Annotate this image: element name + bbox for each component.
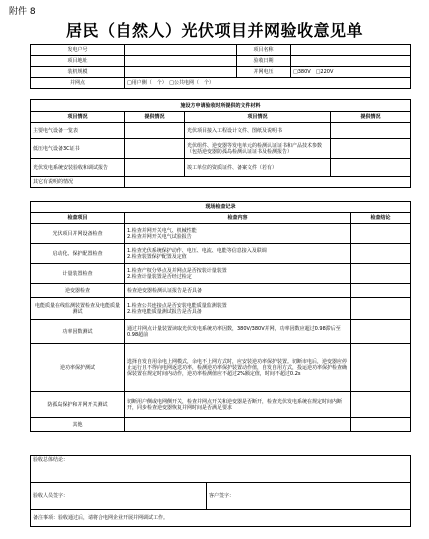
value-account[interactable] (125, 45, 237, 56)
inspect-content: 1.检查光伏系统保护动作、电压、电流、电能等信息接入及联调 2.检查装置保护配置及定值 (125, 244, 351, 264)
inspect-conclusion[interactable] (351, 320, 411, 344)
inspector-signature[interactable]: 验收人员签字： (31, 483, 207, 510)
inspect-conclusion[interactable] (351, 392, 411, 418)
inspection-row (31, 320, 411, 344)
info-row-4 (31, 78, 411, 89)
label-address: 项目地址 (31, 56, 125, 67)
inspect-conclusion[interactable] (351, 284, 411, 298)
doc-provided[interactable] (125, 139, 185, 159)
inspection-row (31, 418, 411, 432)
col-provided-2: 提供情况 (331, 112, 411, 123)
footer-table (30, 455, 411, 527)
col-provided: 提供情况 (125, 112, 185, 123)
doc-item: 竣工单位的资质证件、备案文件（若有） (185, 159, 331, 177)
label-project-name: 项目名称 (237, 45, 291, 56)
inspect-item: 其他 (31, 418, 125, 432)
inspect-item: 计量装置检查 (31, 264, 125, 284)
document-title: 居民（自然人）光伏项目并网验收意见单 (65, 21, 363, 40)
doc-item: 低压电气设备3C证书 (31, 139, 125, 159)
inspect-conclusion[interactable] (351, 344, 411, 392)
inspect-item: 逆功率保护测试 (31, 344, 125, 392)
inspect-conclusion[interactable] (351, 264, 411, 284)
doc-provided[interactable] (331, 139, 411, 159)
overall-conclusion[interactable]: 验收总体结论： (31, 456, 411, 483)
col-item: 项目情况 (31, 112, 125, 123)
doc-provided[interactable] (125, 177, 411, 188)
inspection-row (31, 298, 411, 320)
documents-row (31, 123, 411, 139)
documents-row (31, 177, 411, 188)
inspect-conclusion[interactable] (351, 418, 411, 432)
info-table (30, 44, 411, 89)
label-grid-point: 并网点 (31, 78, 125, 89)
documents-col-headers (31, 112, 411, 123)
label-account: 发电户号 (31, 45, 125, 56)
inspect-content: 切断用户侧或电网侧开关，检查并网点开关和逆变器是否断开，检查光伏发电系统在规定时间内断开，同步检查逆变器恢复并网时间是否满足要求 (125, 392, 351, 418)
inspect-content: 1.检查公共连接点是否安装电能质量监测装置 2.检查电能质量测试报告是否具备 (125, 298, 351, 320)
doc-item: 主要电气设备一览表 (31, 123, 125, 139)
inspect-content: 通过并网点计量装置读取光伏发电系统功率因数，380V/380V并网，功率因数应超过0.98滞后至0.98超前 (125, 320, 351, 344)
doc-provided[interactable] (125, 159, 185, 177)
attachment-label: 附件 8 (9, 7, 36, 17)
documents-section-header: 施设方申请验收时所提供的文件材料 (31, 100, 411, 112)
inspect-item: 电能质量在线监测装置检查及电能质量测试 (31, 298, 125, 320)
doc-provided[interactable] (125, 123, 185, 139)
doc-provided[interactable] (331, 159, 411, 177)
label-capacity: 装机规模 (31, 67, 125, 78)
doc-item: 光伏发电系统安装验收和调试报告 (31, 159, 125, 177)
inspection-row (31, 344, 411, 392)
inspection-row (31, 392, 411, 418)
inspect-conclusion[interactable] (351, 298, 411, 320)
info-row-3 (31, 67, 411, 78)
info-row-1 (31, 45, 411, 56)
inspect-item: 防孤岛保护和并网开关测试 (31, 392, 125, 418)
inspect-content: 1.检查并网开关电气、机械性能 2.检查并网开关电气试验报告 (125, 224, 351, 244)
inspection-row (31, 224, 411, 244)
doc-item: 其它有说明的情况 (31, 177, 125, 188)
documents-table (30, 99, 411, 188)
documents-row (31, 139, 411, 159)
inspection-section-header: 现场检查记录 (31, 202, 411, 213)
doc-provided[interactable] (331, 123, 411, 139)
value-grid-point-options[interactable]: □用户侧（ 个） □公共电网（ 个） (125, 78, 411, 89)
inspect-content: 1.检查产权分界点及并网点是否按装计量装置 2.检查计量装置是否经过检定 (125, 264, 351, 284)
col-inspect-conclusion: 检查结论 (351, 213, 411, 224)
value-project-name[interactable] (291, 45, 411, 56)
inspection-col-headers (31, 213, 411, 224)
inspect-item: 功率因数测试 (31, 320, 125, 344)
inspect-content: 检查逆变器检测认证报告是否具备 (125, 284, 351, 298)
doc-item: 光伏组件、逆变器等发电单元的检测认证证书和产品技术参数（包括逆变器防孤岛检测认证证书及检测报告） (185, 139, 331, 159)
inspect-conclusion[interactable] (351, 224, 411, 244)
inspect-item: 启动化、保护配置检查 (31, 244, 125, 264)
inspect-conclusion[interactable] (351, 244, 411, 264)
value-address[interactable] (125, 56, 237, 67)
remarks: 备注事项：验收通过后，请将合电网企业开展并网调试工作。 (31, 510, 411, 527)
label-date: 验收日期 (237, 56, 291, 67)
inspection-table (30, 201, 411, 432)
inspect-item: 逆变器检查 (31, 284, 125, 298)
inspect-content: 选择自发自用余电上网模式，余电不上网方式时，应安装逆功率保护装置。切断市电后，逆变器应停止运行且不得向电网返送功率，检测逆功率保护装置动作值，自发自用方式，投运逆功率保护检查确保装置在规定时间内动作，逆功率检测值应不超过2%额定值，时间不超过0.2s (125, 344, 351, 392)
col-inspect-item: 检查项目 (31, 213, 125, 224)
label-voltage: 并网电压 (237, 67, 291, 78)
inspect-item: 光伏项目并网设备检查 (31, 224, 125, 244)
value-date[interactable] (291, 56, 411, 67)
inspection-row (31, 264, 411, 284)
documents-row (31, 159, 411, 177)
info-row-2 (31, 56, 411, 67)
col-item-2: 项目情况 (185, 112, 331, 123)
col-inspect-content: 检查内容 (125, 213, 351, 224)
customer-signature[interactable]: 客户签字： (207, 483, 411, 510)
value-voltage-options[interactable]: □380V □220V (291, 67, 411, 78)
doc-item: 光伏项目接入工程设计文件、图纸及说明书 (185, 123, 331, 139)
inspection-row (31, 284, 411, 298)
inspection-row (31, 244, 411, 264)
value-capacity[interactable] (125, 67, 237, 78)
inspect-content[interactable] (125, 418, 351, 432)
